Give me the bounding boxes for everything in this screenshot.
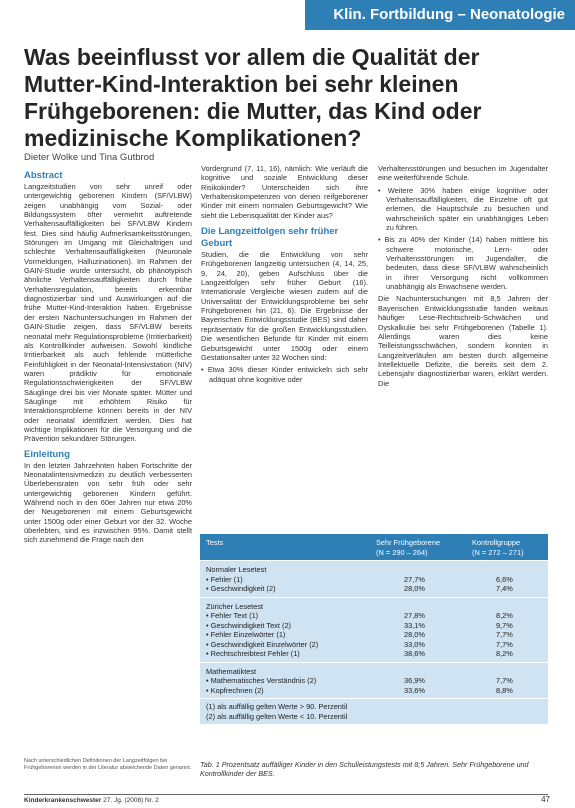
abstract-heading: Abstract <box>24 170 63 181</box>
results-table <box>200 534 548 724</box>
row-label: • Kopfrechnen (2) <box>206 685 264 695</box>
row-preterm-value: 38,6% <box>404 649 425 658</box>
row-control-value: 7,7% <box>496 630 513 639</box>
col-control-n: (N = 272 – 271) <box>472 548 524 557</box>
row-preterm-value: 33,1% <box>404 620 425 630</box>
row-preterm-value: 28,0% <box>404 584 425 593</box>
intro-heading: Einleitung <box>24 448 70 460</box>
column-3 <box>378 164 548 388</box>
row-label: • Geschwindigkeit Text (2) <box>206 620 292 630</box>
row-control-value: 7,7% <box>496 676 513 685</box>
row-label: • Mathematisches Verständnis (2) <box>206 676 317 685</box>
section-banner: Klin. Fortbildung – Neonatologie <box>305 0 575 30</box>
table-row <box>200 630 548 640</box>
footnote: Nach unterschiedlichen Definitionen der Langzeitfolgen bei Frühgeborenen werden in der Literatur abweichende Daten genannt. <box>24 758 192 771</box>
article-authors: Dieter Wolke und Tina Gutbrod <box>24 152 155 163</box>
row-label: • Fehler Einzelwörter (1) <box>206 630 286 639</box>
table-body <box>200 560 548 698</box>
page-number: 47 <box>541 795 550 804</box>
row-control-value: 7,4% <box>496 584 513 593</box>
col-control-header: Kontrollgruppe <box>472 538 521 547</box>
table-legend <box>200 698 548 724</box>
col-preterm-header: Sehr Frühgeborene <box>376 538 441 547</box>
table-header <box>200 534 548 560</box>
table-row <box>200 611 548 621</box>
row-label: • Fehler (1) <box>206 574 243 584</box>
row-label: • Rechtschreibtest Fehler (1) <box>206 649 300 658</box>
table-caption: Tab. 1 Prozentsatz auffälliger Kinder in den Schulleistungstests mit 8;5 Jahren. Sehr Frühgeborene und Kontrollkinder der BES. <box>200 760 529 778</box>
table-row <box>200 686 548 696</box>
col2-paragraph-2: Studien, die die Entwicklung von sehr Frühgeborenen langzeitig untersuchen (4, 14, 25, 9, 24, 20), geben Aufschluss über die Langzeitfolgen sehr früher Geburt (16). Internationale Vergleiche wiesen zudem auf die Universalität der Entwicklungsprobleme bei sehr Frühgeborenen hin (21, 6). Die Ergebnisse der Bayerischen Entwicklungsstudie (BES) sind daher repräsentativ für die großen Entwicklungsstudien. Die wesentlichen Befunde für Kinder mit einem Geburtsgewicht unter 1500g oder einem Gestationsalter unter 32 Wochen sind: <box>201 250 368 362</box>
row-preterm-value: 28,0% <box>404 630 425 639</box>
row-label: • Geschwindigkeit (2) <box>206 584 276 593</box>
table-section-label: Mathematiktest <box>206 666 257 676</box>
col3-bullet-1: • Weitere 30% haben einige kognitive oder Verhaltensauffälligkeiten, die Einzelne oft gut erlernen, die Hauptschule zu besuchen und wahrscheinlich später ein unabhängiges Leben zu führen. <box>378 185 548 233</box>
row-preterm-value: 27,8% <box>404 611 425 620</box>
footer-journal <box>24 797 159 804</box>
col3-paragraph-2: Die Nachuntersuchungen mit 8,5 Jahren der Bayerischen Entwicklungsstudie fanden weitaus häufiger Lese-Rechtschreib-Schwächen und Dyskalkulie bei sehr Frühgeborenen (Tabelle 1). Allerdings waren dies keine Teilleistungsschwächen, sondern konnten in Langzeitverläufen am besten durch allgemeine Intellektuelle Defizite, die bereits seit dem 2. Lebensjahr diagnostizierbar waren, erklärt werden. Die <box>378 294 548 388</box>
col3-paragraph-1: Verhaltensstörungen und besuchen im Jugendalter eine weiterführende Schule. <box>378 164 548 183</box>
col2-bullet-1: • Etwa 30% dieser Kinder entwickeln sich sehr adäquat ohne kognitive oder <box>201 365 368 384</box>
row-label: • Fehler Text (1) <box>206 611 259 620</box>
table-section <box>200 662 548 699</box>
legend-line-1: (1) als auffällig gelten Werte > 90. Perzentil <box>206 702 348 711</box>
row-preterm-value: 36,9% <box>404 676 425 685</box>
row-control-value: 8,2% <box>496 649 513 658</box>
row-label: • Geschwindigkeit Einzelwörter (2) <box>206 639 319 649</box>
row-control-value: 6,6% <box>496 574 513 584</box>
table-row <box>200 621 548 631</box>
row-control-value: 9,7% <box>496 620 513 630</box>
row-preterm-value: 33,0% <box>404 639 425 649</box>
longterm-heading: Die Langzeitfolgen sehr früher Geburt <box>201 226 339 250</box>
col-tests-header: Tests <box>206 538 224 547</box>
row-control-value: 7,7% <box>496 639 513 649</box>
table-section <box>200 560 548 597</box>
footer-magazine: Kinderkrankenschwester <box>24 797 102 804</box>
legend-line-2: (2) als auffällig gelten Werte < 10. Perzentil <box>206 711 348 721</box>
table-row <box>200 676 548 686</box>
row-control-value: 8,8% <box>496 685 513 695</box>
footer-issue: 27. Jg. (2008) Nr. 2 <box>103 797 159 804</box>
table-section-label: Züricher Lesetest <box>206 601 264 611</box>
table-row <box>200 584 548 594</box>
col2-paragraph-1: Vordergrund (7, 11, 16), nämlich: Wie verläuft die kognitive und soziale Entwicklung dieser Risikokinder? Unterscheiden sich ihre Verhaltenskompetenzen von denen reifgeborener Kinder mit einem normalen Geburtsgewicht? Wie sieht die Lebensqualität der Kinder aus? <box>201 164 368 220</box>
table-row <box>200 649 548 659</box>
intro-text: In den letzten Jahrzehnten haben Fortschritte der Neonatalintensivmedizin zu deutlich verbesserten Überlebensraten von sehr früh oder sehr untergewichtig geborenen Kindern geführt. Während noch in den 60er Jahren nur etwa 20% der Neugeborenen mit einem Geburtsgewicht unter 1500g oder einer Geburt vor der 32. Woche überlebten, sind es inzwischen 95%. Damit stellt sich zunehmend die Frage nach den <box>24 460 192 545</box>
article-title: Was beeinflusst vor allem die Qualität der Mutter-Kind-Interaktion bei sehr kleinen Frühgeborenen: die Mutter, das Kind oder medizinische Komplikationen? <box>24 44 482 151</box>
col3-bullet-2: • Bis zu 40% der Kinder (14) haben mittlere bis schwere motorische, Lern- oder Verhaltensstörungen im Jugendalter, die bedeuten, dass diese SF/VLBW wahrscheinlich in ihrer Versorgung nicht vollkommen unabhängig als Erwachsene werden. <box>378 235 548 292</box>
row-control-value: 8,2% <box>496 611 513 620</box>
table-row <box>200 575 548 585</box>
table-section-label: Normaler Lesetest <box>206 565 267 574</box>
row-preterm-value: 27,7% <box>404 574 425 584</box>
page-rule <box>24 794 548 795</box>
row-preterm-value: 33,6% <box>404 685 425 695</box>
abstract-text: Langzeitstudien von sehr unreif oder untergewichtig geborenen Kindern (SF/VLBW) zeigen unabhängig vom Sozial- oder Bildungssystem öfter vermehrt auftretende Verhaltensauffälligkeiten bei SF/VLBW Kindern fest. Dies sind häufig Aufmerksamkeitsstörungen, Störungen im Umgang mit Gleichaltrigen und schlechte Verhaltensauffälligkeiten (Neuronale Vormeldungen, Halluzinationen). Im Rahmen der GAIN-Studie wurde untersucht, ob phänotypisch ähnliche Verhaltensauffälligkeiten durch frühe Verhaltensregulation, bereits erkennbar diagnostizierbar sind und Auswirkungen auf die frühe Mutter-Kind-Interaktion haben. Ergebnisse der ersten Nachuntersuchungen im Rahmen der GAIN-Studie zeigen, dass SF/VLBW bereits neonatal mehr Regulationsprobleme (Irritierbarkeit) als Kontrollkinder aufweisen. Sowohl kindliche Irritierbarkeit als auch fehlende mütterliche Feinfühligkeit in der Neonatal-Intensivstation (NIV) waren prädiktiv für emotionale Regulationsschwierigkeiten der SF/VLBW Säuglinge drei bis vier Monate später. Mütter und Säuglinge mit erhöhtem Risiko für Interaktionsprobleme können bereits in der NIV oder neonatal identifiziert werden. Dies hat wichtige Implikationen für die Versorgung und die Prävention sekundärer Störungen. <box>24 182 192 444</box>
column-2 <box>201 164 368 384</box>
table-section <box>200 597 548 662</box>
table-row <box>200 640 548 650</box>
col-preterm-n: (N = 290 – 264) <box>376 548 428 557</box>
column-1 <box>24 170 192 545</box>
